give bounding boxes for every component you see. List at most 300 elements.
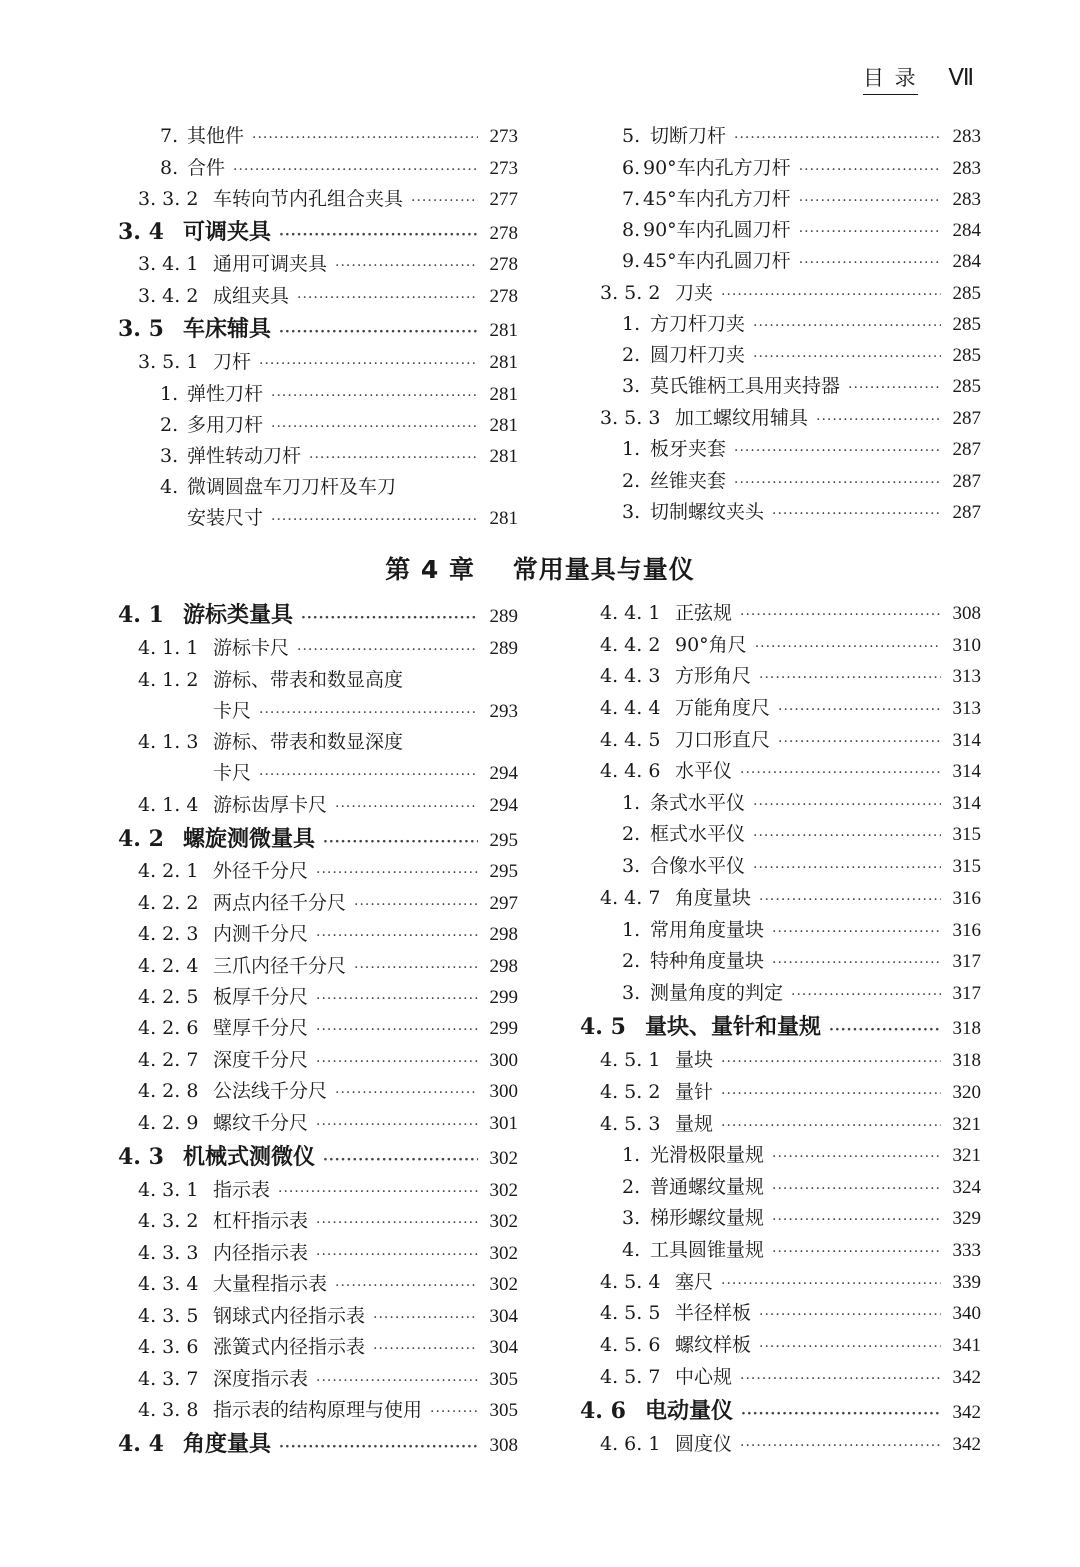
toc-entry[interactable] (600, 883, 981, 913)
toc-entry[interactable] (138, 727, 518, 757)
toc-entry[interactable] (213, 696, 518, 726)
toc-entry[interactable] (600, 1077, 981, 1107)
dot-leader (316, 858, 478, 888)
toc-entry[interactable] (622, 434, 981, 464)
toc-entry[interactable] (138, 1013, 518, 1043)
toc-entry[interactable] (622, 309, 981, 339)
toc-entry-number: 4. 4 (118, 1431, 164, 1457)
toc-entry[interactable] (622, 1203, 981, 1233)
dot-leader (799, 155, 941, 185)
toc-entry[interactable] (138, 347, 518, 377)
toc-entry-title: 壁厚千分尺 (213, 1017, 309, 1039)
dot-leader (799, 186, 941, 216)
toc-entry-title: 指示表 (213, 1179, 271, 1201)
dot-leader (259, 698, 478, 728)
dot-leader (278, 1177, 478, 1207)
toc-entry[interactable] (622, 1172, 981, 1202)
toc-entry-number: 4. 3. 7 (138, 1368, 199, 1390)
toc-entry-page: 304 (489, 1306, 518, 1327)
toc-entry[interactable] (600, 1330, 981, 1360)
toc-entry[interactable] (138, 1076, 518, 1106)
dot-leader (430, 1397, 478, 1427)
toc-entry[interactable] (600, 1267, 981, 1297)
toc-entry[interactable] (138, 951, 518, 981)
toc-entry-number: 2. (622, 1176, 641, 1198)
dot-leader (301, 603, 478, 633)
toc-entry-title: 车转向节内孔组合夹具 (213, 188, 404, 210)
toc-entry[interactable] (622, 1235, 981, 1265)
toc-entry-title: 游标齿厚卡尺 (213, 794, 328, 816)
toc-entry-page: 273 (489, 158, 518, 179)
dot-leader (316, 921, 478, 951)
toc-entry[interactable] (160, 379, 518, 409)
toc-entry[interactable] (622, 466, 981, 496)
toc-entry-number: 4. 5. 7 (600, 1366, 661, 1388)
toc-entry-page: 293 (489, 701, 518, 722)
toc-section-entry[interactable] (118, 1429, 518, 1459)
toc-entry[interactable] (600, 756, 981, 786)
toc-entry[interactable] (622, 819, 981, 849)
toc-entry-number: 5. (622, 125, 641, 147)
toc-entry-title: 弹性刀杆 (187, 383, 264, 405)
toc-entry-page: 333 (952, 1240, 981, 1261)
toc-entry[interactable] (213, 758, 518, 788)
toc-entry[interactable] (138, 1238, 518, 1268)
toc-entry-title: 梯形螺纹量规 (650, 1207, 765, 1229)
toc-entry-number: 1. (622, 313, 641, 335)
dot-leader (354, 890, 478, 920)
toc-entry-title: 深度指示表 (213, 1368, 309, 1390)
toc-entry[interactable] (138, 1175, 518, 1205)
toc-entry-title: 光滑极限量规 (650, 1144, 765, 1166)
toc-entry[interactable] (622, 978, 981, 1008)
dot-leader (772, 1237, 941, 1267)
toc-entry-page: 317 (952, 983, 981, 1004)
dot-leader (759, 1300, 941, 1330)
toc-entry-number: 7. (160, 125, 179, 147)
toc-entry-page: 278 (489, 223, 518, 244)
toc-entry-page: 289 (489, 606, 518, 627)
dot-leader (316, 1208, 478, 1238)
toc-entry[interactable] (138, 1269, 518, 1299)
toc-entry-title: 螺纹千分尺 (213, 1112, 309, 1134)
toc-entry-number: 6. (622, 157, 641, 179)
toc-entry-number: 4. 2. 5 (138, 986, 199, 1008)
toc-entry-number: 3. (622, 1207, 641, 1229)
toc-entry-number: 4. 4. 1 (600, 602, 661, 624)
toc-entry-number: 2. (622, 344, 641, 366)
toc-entry-page: 278 (489, 286, 518, 307)
toc-entry-title: 莫氏锥柄工具用夹持器 (650, 375, 841, 397)
toc-entry[interactable] (622, 215, 981, 245)
toc-entry[interactable] (138, 919, 518, 949)
toc-entry-page: 278 (489, 254, 518, 275)
dot-leader (316, 1047, 478, 1077)
toc-entry[interactable] (622, 1140, 981, 1170)
dot-leader (721, 1047, 941, 1077)
running-head-page-number: Ⅶ (948, 65, 977, 90)
dot-leader (740, 600, 941, 630)
toc-entry-page: 300 (489, 1081, 518, 1102)
toc-entry[interactable] (160, 472, 518, 502)
toc-entry-number: 4. 2. 7 (138, 1049, 199, 1071)
toc-entry[interactable] (600, 1429, 981, 1459)
toc-entry-page: 285 (952, 283, 981, 304)
toc-entry-number: 4. 3. 1 (138, 1179, 199, 1201)
dot-leader (753, 821, 941, 851)
toc-entry-number: 4. 5. 4 (600, 1271, 661, 1293)
toc-entry-number: 4. 1. 3 (138, 731, 199, 753)
toc-entry[interactable] (600, 725, 981, 755)
toc-entry-page: 281 (489, 415, 518, 436)
dot-leader (316, 1110, 478, 1140)
toc-entry-title: 多用刀杆 (187, 414, 264, 436)
toc-entry-number: 4. 5. 1 (600, 1049, 661, 1071)
toc-entry-number: 4. 2. 3 (138, 923, 199, 945)
toc-entry[interactable] (600, 403, 981, 433)
toc-entry-number: 2. (622, 950, 641, 972)
toc-entry[interactable] (600, 661, 981, 691)
toc-entry-number: 4. 1. 2 (138, 669, 199, 691)
toc-entry-number: 3. (622, 375, 641, 397)
toc-entry-number: 4. 1 (118, 602, 164, 628)
toc-entry-title: 方形角尺 (675, 665, 752, 687)
toc-entry-title: 刀杆 (213, 351, 252, 373)
dot-leader (816, 405, 941, 435)
toc-entry[interactable] (600, 278, 981, 308)
toc-entry[interactable] (622, 788, 981, 818)
toc-entry-number: 4. 3. 6 (138, 1336, 199, 1358)
dot-leader (259, 349, 478, 379)
dot-leader (316, 1240, 478, 1270)
toc-entry-number: 4. 4. 6 (600, 760, 661, 782)
toc-entry-title: 钢球式内径指示表 (213, 1305, 366, 1327)
toc-entry-number: 3. 5. 3 (600, 407, 661, 429)
toc-entry[interactable] (138, 1108, 518, 1138)
running-head-title: 目 录 (863, 62, 918, 95)
toc-entry[interactable] (138, 665, 518, 695)
toc-entry-number: 3. 5. 2 (600, 282, 661, 304)
dot-leader (778, 695, 941, 725)
toc-entry[interactable] (622, 497, 981, 527)
toc-entry[interactable] (138, 633, 518, 663)
toc-entry-title: 90°角尺 (675, 634, 747, 656)
toc-entry[interactable] (138, 1206, 518, 1236)
toc-entry-title: 游标类量具 (183, 602, 294, 628)
toc-entry-page: 329 (952, 1208, 981, 1229)
dot-leader (753, 342, 941, 372)
toc-entry-number: 7. (622, 188, 641, 210)
toc-entry-title: 刀口形直尺 (675, 729, 771, 751)
dot-leader (848, 373, 941, 403)
toc-entry-title: 切制螺纹夹头 (650, 501, 765, 523)
toc-entry[interactable] (600, 1045, 981, 1075)
toc-entry-title: 普通螺纹量规 (650, 1176, 765, 1198)
running-head (863, 62, 976, 95)
toc-entry-title: 丝锥夹套 (650, 470, 727, 492)
toc-entry-number: 3. (160, 445, 179, 467)
dot-leader (271, 412, 478, 442)
toc-entry-title: 圆刀杆刀夹 (650, 344, 746, 366)
toc-section-entry[interactable] (580, 1396, 981, 1426)
toc-entry[interactable] (622, 915, 981, 945)
toc-entry[interactable] (138, 184, 518, 214)
toc-entry-title: 指示表的结构原理与使用 (213, 1399, 423, 1421)
toc-entry[interactable] (600, 1298, 981, 1328)
toc-entry-page: 314 (952, 793, 981, 814)
toc-entry-title: 常用角度量块 (650, 919, 765, 941)
toc-entry-number: 4. 3. 5 (138, 1305, 199, 1327)
toc-entry-page: 283 (952, 158, 981, 179)
toc-entry-title: 板牙夹套 (650, 438, 727, 460)
toc-entry-title: 合件 (187, 157, 226, 179)
dot-leader (734, 123, 941, 153)
toc-entry-number: 4. 2. 8 (138, 1080, 199, 1102)
toc-entry[interactable] (160, 121, 518, 151)
toc-entry[interactable] (160, 441, 518, 471)
toc-entry-page: 302 (489, 1274, 518, 1295)
toc-entry-title: 90°车内孔方刀杆 (643, 157, 791, 179)
toc-entry[interactable] (138, 856, 518, 886)
dot-leader (778, 727, 941, 757)
toc-entry-page: 283 (952, 126, 981, 147)
toc-entry-page: 287 (952, 471, 981, 492)
toc-entry-page: 317 (952, 951, 981, 972)
toc-entry-title: 方刀杆刀夹 (650, 313, 746, 335)
toc-entry-page: 284 (952, 251, 981, 272)
dot-leader (354, 953, 478, 983)
toc-entry-title: 加工螺纹用辅具 (675, 407, 809, 429)
toc-entry-page: 342 (952, 1434, 981, 1455)
toc-entry-number: 4. 3. 2 (138, 1210, 199, 1232)
toc-entry[interactable] (138, 1364, 518, 1394)
toc-entry-page: 287 (952, 439, 981, 460)
dot-leader (271, 505, 478, 535)
toc-entry-page: 304 (489, 1337, 518, 1358)
toc-entry-title: 正弦规 (675, 602, 733, 624)
toc-entry-page: 342 (952, 1402, 981, 1423)
chapter-title: 常用量具与量仪 (512, 555, 695, 584)
toc-entry-title: 量规 (675, 1113, 714, 1135)
toc-entry-title: 水平仪 (675, 760, 733, 782)
toc-section-entry[interactable] (118, 600, 518, 630)
toc-section-entry[interactable] (118, 314, 518, 344)
dot-leader (335, 251, 478, 281)
toc-entry-number: 2. (622, 470, 641, 492)
toc-entry-page: 281 (489, 508, 518, 529)
toc-entry-page: 324 (952, 1177, 981, 1198)
toc-entry[interactable] (622, 371, 981, 401)
toc-entry[interactable] (138, 1332, 518, 1362)
dot-leader (753, 790, 941, 820)
dot-leader (316, 1366, 478, 1396)
toc-entry-number: 4. 2. 6 (138, 1017, 199, 1039)
toc-entry[interactable] (138, 249, 518, 279)
toc-section-entry[interactable] (580, 1012, 981, 1042)
toc-entry[interactable] (622, 340, 981, 370)
dot-leader (734, 436, 941, 466)
toc-entry-title: 卡尺 (213, 762, 252, 784)
toc-entry-title: 板厚千分尺 (213, 986, 309, 1008)
toc-entry[interactable] (138, 281, 518, 311)
dot-leader (411, 186, 478, 216)
toc-entry-number: 4. 3. 8 (138, 1399, 199, 1421)
toc-entry[interactable] (138, 790, 518, 820)
toc-entry-title: 车床辅具 (183, 316, 272, 342)
toc-entry-page: 281 (489, 384, 518, 405)
toc-entry-title: 螺旋测微量具 (183, 826, 316, 852)
toc-entry-title: 工具圆锥量规 (650, 1239, 765, 1261)
toc-entry[interactable] (187, 503, 518, 533)
toc-section-entry[interactable] (118, 217, 518, 247)
toc-section-entry[interactable] (118, 824, 518, 854)
toc-entry-number: 4. 3 (118, 1144, 164, 1170)
toc-entry-page: 318 (952, 1050, 981, 1071)
toc-entry[interactable] (622, 946, 981, 976)
dot-leader (721, 1079, 941, 1109)
toc-entry-title: 圆度仪 (675, 1433, 733, 1455)
dot-leader (753, 853, 941, 883)
toc-entry[interactable] (622, 246, 981, 276)
toc-entry-page: 313 (952, 666, 981, 687)
dot-leader (373, 1303, 478, 1333)
toc-entry[interactable] (600, 630, 981, 660)
toc-entry[interactable] (622, 153, 981, 183)
dot-leader (297, 635, 478, 665)
toc-entry-page: 285 (952, 376, 981, 397)
toc-entry-title: 量块 (675, 1049, 714, 1071)
toc-entry-page: 289 (489, 638, 518, 659)
toc-entry-number: 4. 6. 1 (600, 1433, 661, 1455)
dot-leader (759, 885, 941, 915)
toc-entry-page: 287 (952, 408, 981, 429)
dot-leader (755, 632, 941, 662)
toc-entry-title: 量块、量针和量规 (645, 1014, 822, 1040)
dot-leader (335, 1271, 478, 1301)
toc-entry[interactable] (622, 184, 981, 214)
toc-entry-page: 310 (952, 635, 981, 656)
toc-entry[interactable] (622, 121, 981, 151)
toc-entry[interactable] (622, 851, 981, 881)
toc-entry-title: 特种角度量块 (650, 950, 765, 972)
toc-entry-title: 公法线千分尺 (213, 1080, 328, 1102)
toc-entry[interactable] (600, 1362, 981, 1392)
toc-entry-number: 4. 3. 4 (138, 1273, 199, 1295)
toc-entry-number: 4. 2 (118, 826, 164, 852)
toc-entry-number: 3. 4. 1 (138, 253, 199, 275)
toc-entry-title: 90°车内孔圆刀杆 (643, 219, 791, 241)
dot-leader (279, 317, 478, 347)
toc-entry-page: 313 (952, 698, 981, 719)
toc-entry[interactable] (138, 1301, 518, 1331)
toc-entry-page: 285 (952, 314, 981, 335)
toc-entry[interactable] (138, 982, 518, 1012)
toc-entry-title: 通用可调夹具 (213, 253, 328, 275)
toc-entry-page: 281 (489, 352, 518, 373)
toc-entry-page: 308 (489, 1435, 518, 1456)
toc-entry-title: 45°车内孔圆刀杆 (643, 250, 791, 272)
toc-entry-title: 电动量仪 (645, 1398, 734, 1424)
toc-entry-page: 302 (489, 1148, 518, 1169)
dot-leader (252, 123, 478, 153)
dot-leader (279, 220, 478, 250)
toc-entry-page: 339 (952, 1272, 981, 1293)
toc-entry-title: 条式水平仪 (650, 792, 746, 814)
toc-entry-title: 杠杆指示表 (213, 1210, 309, 1232)
toc-entry-number: 4. 5. 3 (600, 1113, 661, 1135)
toc-entry-number: 1. (622, 792, 641, 814)
toc-entry[interactable] (600, 1109, 981, 1139)
dot-leader (791, 980, 941, 1010)
toc-entry-page: 281 (489, 320, 518, 341)
toc-entry-page: 283 (952, 189, 981, 210)
dot-leader (772, 948, 941, 978)
toc-entry[interactable] (138, 1395, 518, 1425)
toc-entry[interactable] (160, 153, 518, 183)
toc-entry[interactable] (600, 598, 981, 628)
toc-entry-number: 4. 2. 2 (138, 892, 199, 914)
toc-entry[interactable] (160, 410, 518, 440)
toc-entry-number: 4. 3. 3 (138, 1242, 199, 1264)
toc-entry-title: 内测千分尺 (213, 923, 309, 945)
toc-entry-page: 299 (489, 987, 518, 1008)
toc-entry[interactable] (600, 693, 981, 723)
toc-entry-page: 294 (489, 795, 518, 816)
toc-entry-number: 3. 4 (118, 219, 164, 245)
toc-entry-page: 277 (489, 189, 518, 210)
dot-leader (721, 1269, 941, 1299)
toc-entry-title: 其他件 (187, 125, 245, 147)
toc-entry-title: 半径样板 (675, 1302, 752, 1324)
dot-leader (772, 1205, 941, 1235)
toc-entry-page: 305 (489, 1400, 518, 1421)
toc-entry[interactable] (138, 1045, 518, 1075)
toc-entry-number: 4. 4. 4 (600, 697, 661, 719)
toc-entry-page: 342 (952, 1367, 981, 1388)
toc-entry-number: 3. (622, 501, 641, 523)
toc-entry-number: 3. 4. 2 (138, 285, 199, 307)
toc-entry-title: 外径千分尺 (213, 860, 309, 882)
toc-entry-page: 287 (952, 502, 981, 523)
toc-entry-number: 4. 5 (580, 1014, 626, 1040)
toc-entry-page: 284 (952, 220, 981, 241)
dot-leader (316, 1015, 478, 1045)
toc-entry-title: 测量角度的判定 (650, 982, 784, 1004)
toc-entry-page: 295 (489, 861, 518, 882)
toc-entry-number: 9. (622, 250, 641, 272)
dot-leader (772, 499, 941, 529)
toc-entry-page: 297 (489, 893, 518, 914)
toc-entry-page: 341 (952, 1335, 981, 1356)
toc-entry-number: 1. (622, 1144, 641, 1166)
toc-entry-page: 298 (489, 956, 518, 977)
toc-entry-number: 4. 6 (580, 1398, 626, 1424)
toc-entry-page: 314 (952, 730, 981, 751)
toc-entry-title: 游标、带表和数显深度 (213, 731, 404, 753)
toc-entry-page: 315 (952, 856, 981, 877)
dot-leader (316, 984, 478, 1014)
toc-entry-number: 4. 4. 5 (600, 729, 661, 751)
toc-entry[interactable] (138, 888, 518, 918)
toc-entry-title: 成组夹具 (213, 285, 290, 307)
toc-entry-number: 2. (622, 823, 641, 845)
toc-entry-title: 切断刀杆 (650, 125, 727, 147)
toc-entry-number: 4. 4. 3 (600, 665, 661, 687)
toc-entry-page: 302 (489, 1243, 518, 1264)
toc-section-entry[interactable] (118, 1142, 518, 1172)
dot-leader (799, 248, 941, 278)
dot-leader (335, 1078, 478, 1108)
